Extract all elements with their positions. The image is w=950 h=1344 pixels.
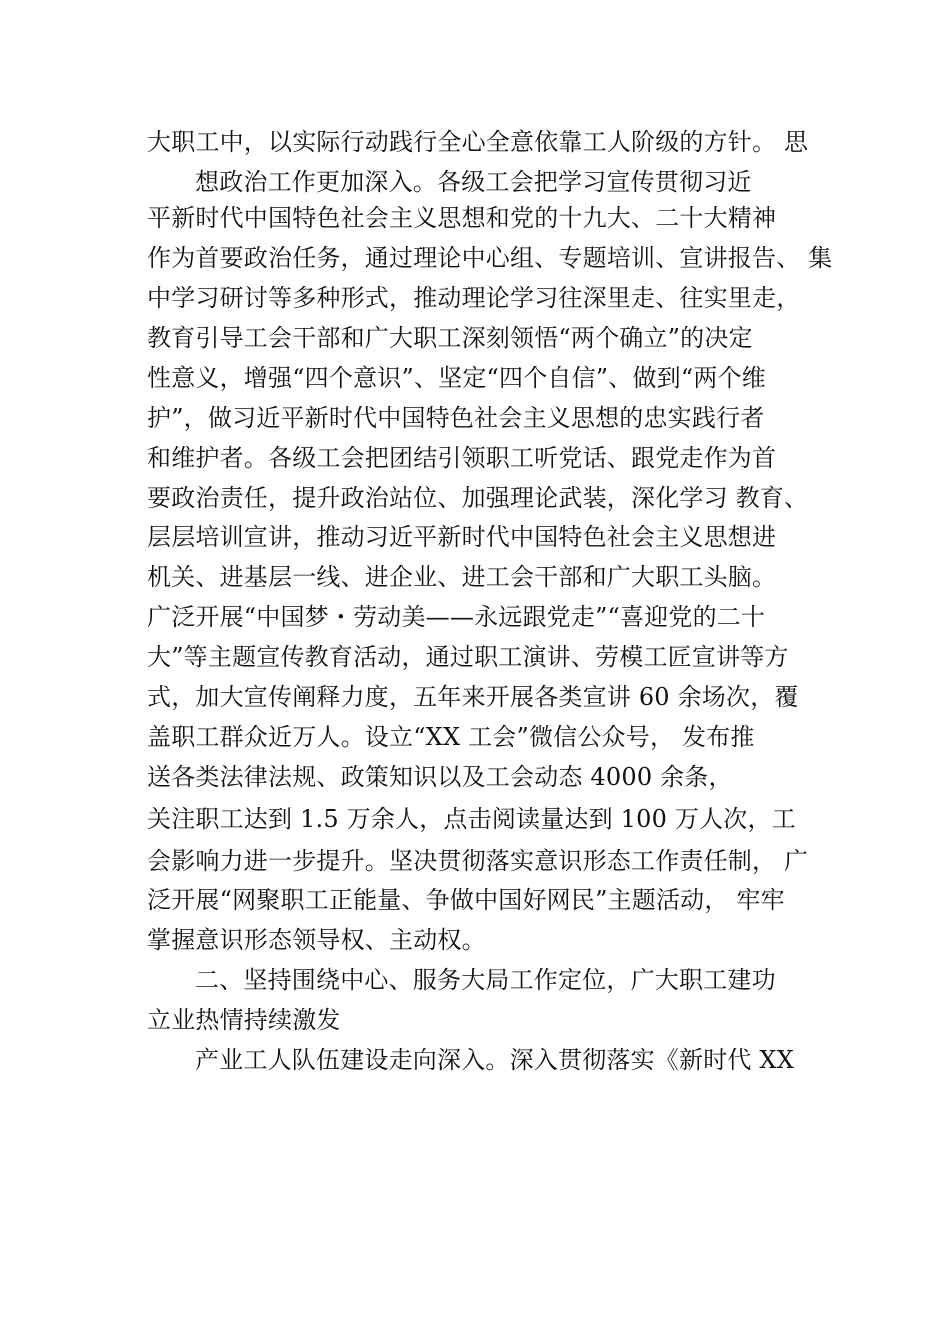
text-line: 泛开展“网聚职工正能量、争做中国好网民”主题活动， 牢牢: [147, 886, 785, 914]
text-line: 性意义，增强“四个意识”、坚定“四个自信”、做到“两个维: [147, 364, 766, 392]
text-line: 中学习研讨等多种形式，推动理论学习往深里走、往实里走，: [147, 284, 801, 312]
text-line: 产业工人队伍建设走向深入。深入贯彻落实《新时代 XX: [195, 1046, 794, 1074]
text-line: 平新时代中国特色社会主义思想和党的十九大、二十大精神: [147, 204, 777, 232]
section-heading-continuation: 立业热情持续激发: [147, 1006, 341, 1034]
section-heading: 二、坚持围绕中心、服务大局工作定位，广大职工建功: [195, 966, 776, 994]
text-line: 关注职工达到 1.5 万余人，点击阅读量达到 100 万人次，工: [147, 805, 796, 833]
text-line: 掌握意识形态领导权、主动权。: [147, 926, 486, 954]
text-line: 盖职工群众近万人。设立“XX 工会”微信公众号， 发布推: [147, 723, 755, 751]
text-line: 机关、进基层一线、进企业、进工会干部和广大职工头脑。: [147, 563, 777, 591]
text-line: 广泛开展“中国梦・劳动美——永远跟党走”“喜迎党的二十: [147, 603, 766, 631]
text-line: 护”，做习近平新时代中国特色社会主义思想的忠实践行者: [147, 404, 765, 432]
text-line: 教育引导工会干部和广大职工深刻领悟“两个确立”的决定: [147, 324, 753, 352]
text-line: 作为首要政治任务，通过理论中心组、专题培训、宣讲报告、 集: [147, 244, 833, 272]
text-line: 大职工中，以实际行动践行全心全意依靠工人阶级的方针。 思: [147, 128, 809, 156]
text-line: 想政治工作更加深入。各级工会把学习宣传贯彻习近: [195, 168, 752, 196]
text-line: 大”等主题宣传教育活动，通过职工演讲、劳模工匠宣讲等方: [147, 643, 789, 671]
text-line: 和维护者。各级工会把团结引领职工听党话、跟党走作为首: [147, 444, 777, 472]
text-line: 层层培训宣讲，推动习近平新时代中国特色社会主义思想进: [147, 523, 777, 551]
text-line: 送各类法律法规、政策知识以及工会动态 4000 余条，: [147, 763, 733, 791]
text-line: 式，加大宣传阐释力度，五年来开展各类宣讲 60 余场次，覆: [147, 683, 799, 711]
text-line: 会影响力进一步提升。坚决贯彻落实意识形态工作责任制， 广: [147, 847, 809, 875]
text-line: 要政治责任，提升政治站位、加强理论武装，深化学习 教育、: [147, 484, 809, 512]
